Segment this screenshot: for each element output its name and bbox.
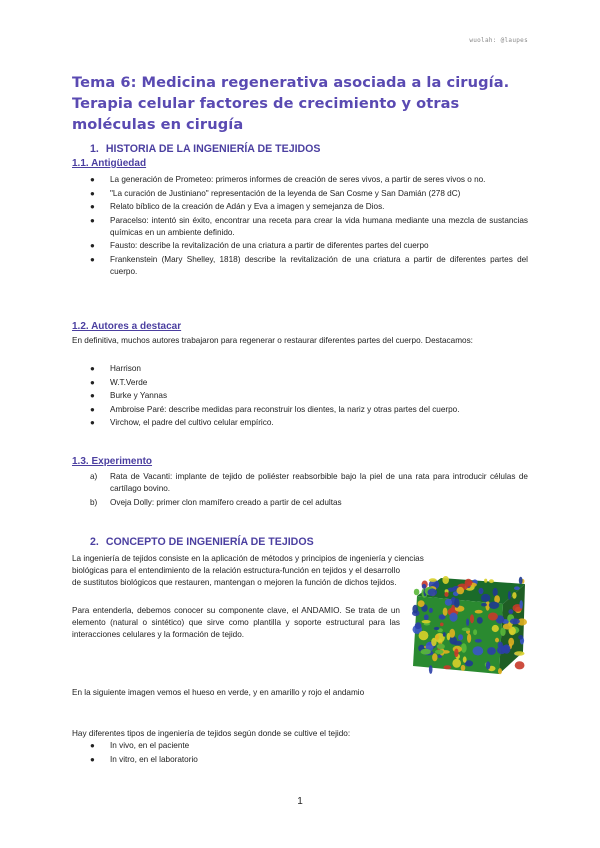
scaffold-bone-image xyxy=(407,574,528,678)
scaffold-texture-blob xyxy=(443,632,446,637)
subsection-1-1-heading: 1.1. Antigüedad xyxy=(72,158,147,169)
scaffold-texture-blob xyxy=(495,638,499,643)
list-marker: b) xyxy=(90,497,98,507)
scaffold-texture-blob xyxy=(461,643,467,653)
tipos-list xyxy=(90,740,528,767)
list-item: ● "La curación de Justiniano" representación de la leyenda de San Cosme y San Damián (278 dC) xyxy=(90,188,461,198)
scaffold-texture-blob xyxy=(477,617,483,624)
bullet-icon: ● xyxy=(90,418,95,427)
scaffold-texture-blob xyxy=(467,634,471,643)
scaffold-texture-blob xyxy=(519,577,523,584)
scaffold-texture-blob xyxy=(454,598,459,607)
list-item: ● Burke y Yannas xyxy=(90,391,168,400)
list-item: ● La generación de Prometeo: primeros informes de creación de seres vivos, a partir de seres vivos o no. xyxy=(90,175,486,184)
scaffold-texture-blob xyxy=(415,622,422,629)
scaffold-texture-blob xyxy=(429,665,433,674)
bullet-icon: ● xyxy=(90,377,95,387)
scaffold-texture-blob xyxy=(498,668,502,674)
scaffold-texture-blob xyxy=(442,576,449,584)
scaffold-texture-blob xyxy=(463,656,467,662)
scaffold-texture-blob xyxy=(428,589,438,597)
section-1-title: HISTORIA DE LA INGENIERÍA DE TEJIDOS xyxy=(105,143,321,155)
section-2-heading xyxy=(90,536,314,548)
scaffold-texture-blob xyxy=(422,584,426,589)
scaffold-texture-blob xyxy=(449,613,457,622)
bullet-icon: ● xyxy=(90,202,95,211)
scaffold-texture-blob xyxy=(510,618,520,624)
scaffold-texture-blob xyxy=(481,603,487,607)
scaffold-texture-blob xyxy=(412,605,418,614)
scaffold-texture-blob xyxy=(484,579,487,583)
autores-intro: En definitiva, muchos autores trabajaron para regenerar o restaurar diferentes partes del cuerpo. Destacamos: xyxy=(72,336,473,345)
scaffold-texture-blob xyxy=(424,614,429,620)
watermark: wuolah: @laupes xyxy=(469,37,528,44)
scaffold-texture-blob xyxy=(508,591,511,600)
bullet-icon: ● xyxy=(90,754,95,764)
list-item: a) Rata de Vacanti: implante de tejido de poliéster reabsorbible bajo la piel de una rata para introducir células de cartílago bovino. xyxy=(90,472,528,493)
scaffold-texture-blob xyxy=(473,646,484,655)
list-item: ● Virchow, el padre del cultivo celular empírico. xyxy=(90,418,274,427)
experimento-list xyxy=(90,471,528,510)
scaffold-texture-blob xyxy=(435,650,444,654)
scaffold-texture-blob xyxy=(489,602,499,609)
scaffold-texture-blob xyxy=(440,623,444,627)
document-title: Tema 6: Medicina regenerativa asociada a la cirugía. Terapia celular factores de crecimiento y otras moléculas en cirugía xyxy=(72,74,510,133)
list-marker: a) xyxy=(90,472,98,481)
bullet-icon: ● xyxy=(90,391,95,400)
scaffold-texture-blob xyxy=(418,600,425,607)
section-2-number: 2. xyxy=(90,536,99,548)
scaffold-texture-blob xyxy=(466,619,469,626)
scaffold-texture-blob xyxy=(515,661,525,669)
scaffold-texture-blob xyxy=(448,588,456,592)
list-item: ● In vivo, en el paciente xyxy=(90,741,190,750)
scaffold-texture-blob xyxy=(475,610,483,614)
scaffold-texture-blob xyxy=(465,579,473,587)
bullet-icon: ● xyxy=(90,188,95,198)
scaffold-texture-blob xyxy=(444,592,448,597)
scaffold-texture-blob xyxy=(457,587,465,594)
concepto-paragraph-line1: La ingeniería de tejidos consiste en la aplicación de métodos y principios de ingeniería y ciencias xyxy=(72,554,424,563)
scaffold-texture-blob xyxy=(429,608,433,613)
scaffold-texture-blob xyxy=(462,628,470,632)
bullet-icon: ● xyxy=(90,215,95,225)
scaffold-texture-blob xyxy=(514,651,524,656)
scaffold-texture-blob xyxy=(434,627,440,630)
subsection-1-3-heading: 1.3. Experimento xyxy=(72,456,153,467)
section-1-heading xyxy=(90,143,321,155)
scaffold-texture-blob xyxy=(518,635,523,640)
list-item: ● W.T.Verde xyxy=(90,377,148,387)
page-number: 1 xyxy=(297,796,303,807)
scaffold-texture-blob xyxy=(503,624,512,630)
scaffold-texture-blob xyxy=(452,659,461,668)
bullet-icon: ● xyxy=(90,404,95,414)
section-1-number: 1. xyxy=(90,143,99,155)
scaffold-texture-blob xyxy=(497,646,506,654)
list-item: ● Relato bíblico de la creación de Adán y Eva a imagen y semejanza de Dios. xyxy=(90,202,385,211)
imagen-paragraph: En la siguiente imagen vemos el hueso en verde, y en amarillo y rojo el andamio xyxy=(72,688,365,697)
scaffold-texture-blob xyxy=(508,609,513,614)
scaffold-texture-blob xyxy=(435,635,439,640)
section-2-title: CONCEPTO DE INGENIERÍA DE TEJIDOS xyxy=(105,536,314,548)
scaffold-texture-blob xyxy=(492,625,499,632)
antiguedad-list xyxy=(90,174,528,279)
scaffold-texture-blob xyxy=(443,665,451,669)
scaffold-texture-blob xyxy=(488,613,498,621)
bullet-icon: ● xyxy=(90,364,95,373)
scaffold-texture-blob xyxy=(419,631,429,641)
list-item: ● Harrison xyxy=(90,364,141,373)
bullet-icon: ● xyxy=(90,254,95,264)
subsection-1-2-heading: 1.2. Autores a destacar xyxy=(72,321,182,332)
scaffold-texture-blob xyxy=(445,599,452,606)
scaffold-texture-blob xyxy=(437,644,445,650)
scaffold-texture-blob xyxy=(458,634,463,640)
scaffold-texture-blob xyxy=(414,589,420,596)
scaffold-texture-blob xyxy=(512,592,516,599)
scaffold-texture-blob xyxy=(475,639,482,643)
scaffold-texture-blob xyxy=(461,665,466,671)
scaffold-texture-blob xyxy=(443,608,448,616)
scaffold-texture-blob xyxy=(449,629,455,638)
list-item: ● Fausto: describe la revitalización de una criatura a partir de diferentes partes del cuerpo xyxy=(90,241,429,250)
scaffold-texture-blob xyxy=(470,614,474,623)
scaffold-texture-blob xyxy=(429,578,437,582)
list-item: ● Ambroise Paré: describe medidas para reconstruir los dientes, la nariz y otras partes del cuerpo. xyxy=(90,404,460,414)
scaffold-texture-blob xyxy=(454,649,458,658)
bullet-icon: ● xyxy=(90,741,95,750)
list-item: ● Frankenstein (Mary Shelley, 1818) describe la revitalización de una criatura a partir de diferentes partes del cuerpo. xyxy=(90,254,528,276)
scaffold-texture-blob xyxy=(486,661,490,669)
scaffold-texture-blob xyxy=(481,594,490,602)
scaffold-texture-blob xyxy=(487,647,496,655)
bullet-icon: ● xyxy=(90,175,95,184)
scaffold-texture-blob xyxy=(479,588,484,594)
andamio-paragraph: Para entenderla, debemos conocer su componente clave, el ANDAMIO. Se trata de un elemento (natural o sintético) que sirve como plantilla y soporte estructural para las interacciones celulares y la formación de tejido. xyxy=(72,606,400,639)
scaffold-texture-blob xyxy=(489,579,494,583)
tipos-paragraph: Hay diferentes tipos de ingeniería de tejidos según donde se cultive el tejido: xyxy=(72,729,351,738)
scaffold-texture-blob xyxy=(508,638,514,646)
list-item: ● Paracelso: intentó sin éxito, encontrar una receta para crear la vida humana mediante una mezcla de sustancias químicas en un ambiente definido. xyxy=(90,215,528,237)
scaffold-texture-blob xyxy=(450,636,458,644)
bullet-icon: ● xyxy=(90,241,95,250)
scaffold-texture-blob xyxy=(422,620,431,623)
scaffold-texture-blob xyxy=(421,649,431,655)
list-item: b) Oveja Dolly: primer clon mamífero creado a partir de cel adultas xyxy=(90,497,342,507)
scaffold-texture-blob xyxy=(520,600,523,609)
scaffold-texture-blob xyxy=(514,586,520,590)
scaffold-texture-blob xyxy=(493,588,498,596)
autores-list xyxy=(90,363,528,431)
scaffold-texture-blob xyxy=(432,653,437,661)
list-item: ● In vitro, en el laboratorio xyxy=(90,754,198,764)
concepto-paragraph-rest: biológicas para el entendimiento de la relación estructura-función en tejidos y el desarrollo de sustitutos biológicos que restauren, mantengan o mejoren la función de dichos tejidos. xyxy=(72,566,400,587)
scaffold-texture-blob xyxy=(473,629,477,635)
